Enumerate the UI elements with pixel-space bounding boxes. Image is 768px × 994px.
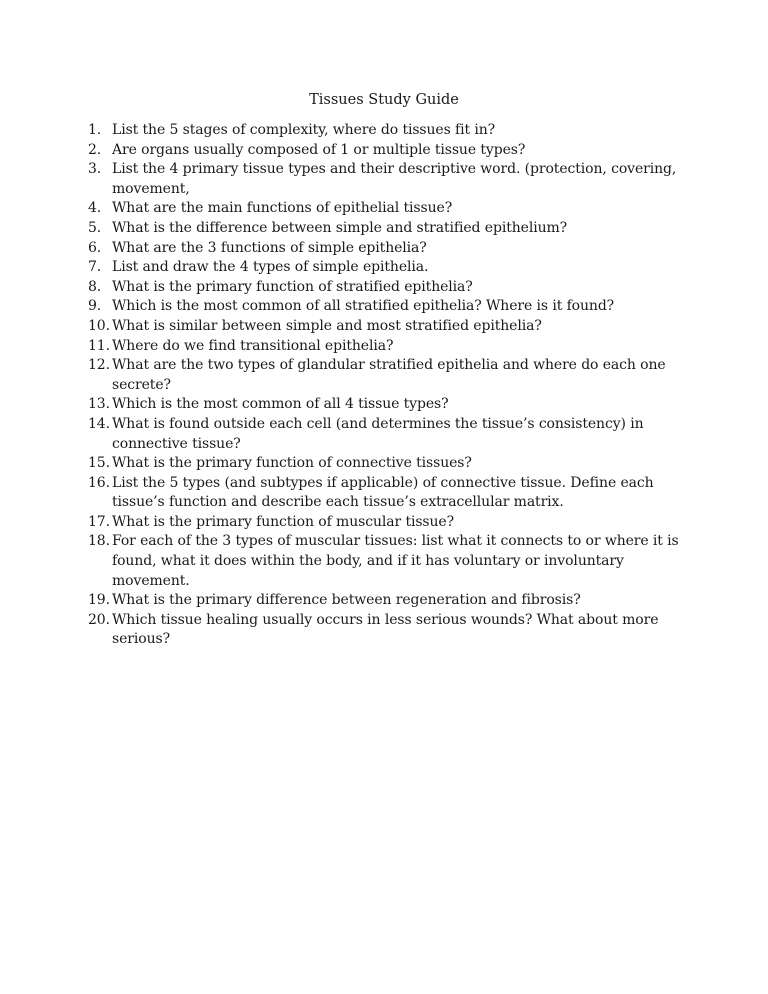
question-number: 13. [88, 396, 110, 413]
question-text: What is the primary function of stratified epithelia? [112, 278, 473, 295]
question-number: 8. [88, 278, 102, 295]
question-item [88, 121, 688, 141]
question-text: List and draw the 4 types of simple epithelia. [112, 259, 429, 276]
question-item [88, 160, 688, 199]
question-number: 17. [88, 513, 110, 530]
question-text: What is the difference between simple and stratified epithelium? [112, 219, 568, 236]
question-number: 18. [88, 533, 110, 550]
question-item [88, 258, 688, 278]
question-text: Are organs usually composed of 1 or multiple tissue types? [112, 141, 526, 158]
question-item [88, 395, 688, 415]
question-text: What is the primary function of muscular tissue? [112, 513, 455, 530]
question-number: 6. [88, 239, 102, 256]
question-item [88, 356, 688, 395]
question-text: What is the primary difference between regeneration and fibrosis? [112, 592, 581, 609]
question-text: What is found outside each cell (and determines the tissue’s consistency) in connective tissue? [112, 415, 644, 452]
question-number: 19. [88, 592, 110, 609]
question-number: 12. [88, 357, 110, 374]
question-text: What are the 3 functions of simple epithelia? [112, 239, 427, 256]
question-item [88, 297, 688, 317]
question-number: 3. [88, 161, 102, 178]
question-item [88, 337, 688, 357]
question-number: 20. [88, 611, 110, 628]
question-text: List the 5 types (and subtypes if applicable) of connective tissue. Define each tissue’s function and describe each tissue’s extracellular matrix. [112, 474, 654, 511]
question-text: What are the main functions of epithelial tissue? [112, 200, 453, 217]
question-item [88, 611, 688, 650]
question-item [88, 532, 688, 591]
question-item [88, 474, 688, 513]
question-text: For each of the 3 types of muscular tissues: list what it connects to or where it is found, what it does within the body, and if it has voluntary or involuntary movement. [112, 533, 679, 589]
question-item [88, 591, 688, 611]
question-item [88, 199, 688, 219]
question-list [88, 121, 688, 650]
question-item [88, 415, 688, 454]
question-number: 14. [88, 415, 110, 432]
question-number: 5. [88, 219, 102, 236]
question-number: 4. [88, 200, 102, 217]
question-number: 9. [88, 298, 102, 315]
question-text: What is similar between simple and most stratified epithelia? [112, 317, 542, 334]
question-item [88, 278, 688, 298]
question-number: 2. [88, 141, 102, 158]
question-item [88, 513, 688, 533]
question-item [88, 454, 688, 474]
question-number: 7. [88, 259, 102, 276]
question-text: What is the primary function of connective tissues? [112, 455, 472, 472]
question-text: Which tissue healing usually occurs in less serious wounds? What about more serious? [112, 611, 659, 648]
question-text: Which is the most common of all stratified epithelia? Where is it found? [112, 298, 615, 315]
question-text: List the 5 stages of complexity, where do tissues fit in? [112, 122, 496, 138]
question-item [88, 317, 688, 337]
question-number: 16. [88, 474, 110, 491]
question-number: 11. [88, 337, 110, 354]
question-number: 15. [88, 455, 110, 472]
question-number: 10. [88, 317, 110, 334]
question-text: List the 4 primary tissue types and their descriptive word. (protection, covering, movement, [112, 161, 677, 197]
document-title: Tissues Study Guide [309, 92, 459, 108]
question-text: Which is the most common of all 4 tissue types? [112, 396, 449, 413]
question-text: Where do we find transitional epithelia? [112, 337, 394, 354]
question-item [88, 239, 688, 259]
question-item [88, 141, 688, 161]
question-number: 1. [88, 122, 102, 138]
question-item [88, 219, 688, 239]
question-text: What are the two types of glandular stratified epithelia and where do each one secrete? [112, 357, 666, 393]
